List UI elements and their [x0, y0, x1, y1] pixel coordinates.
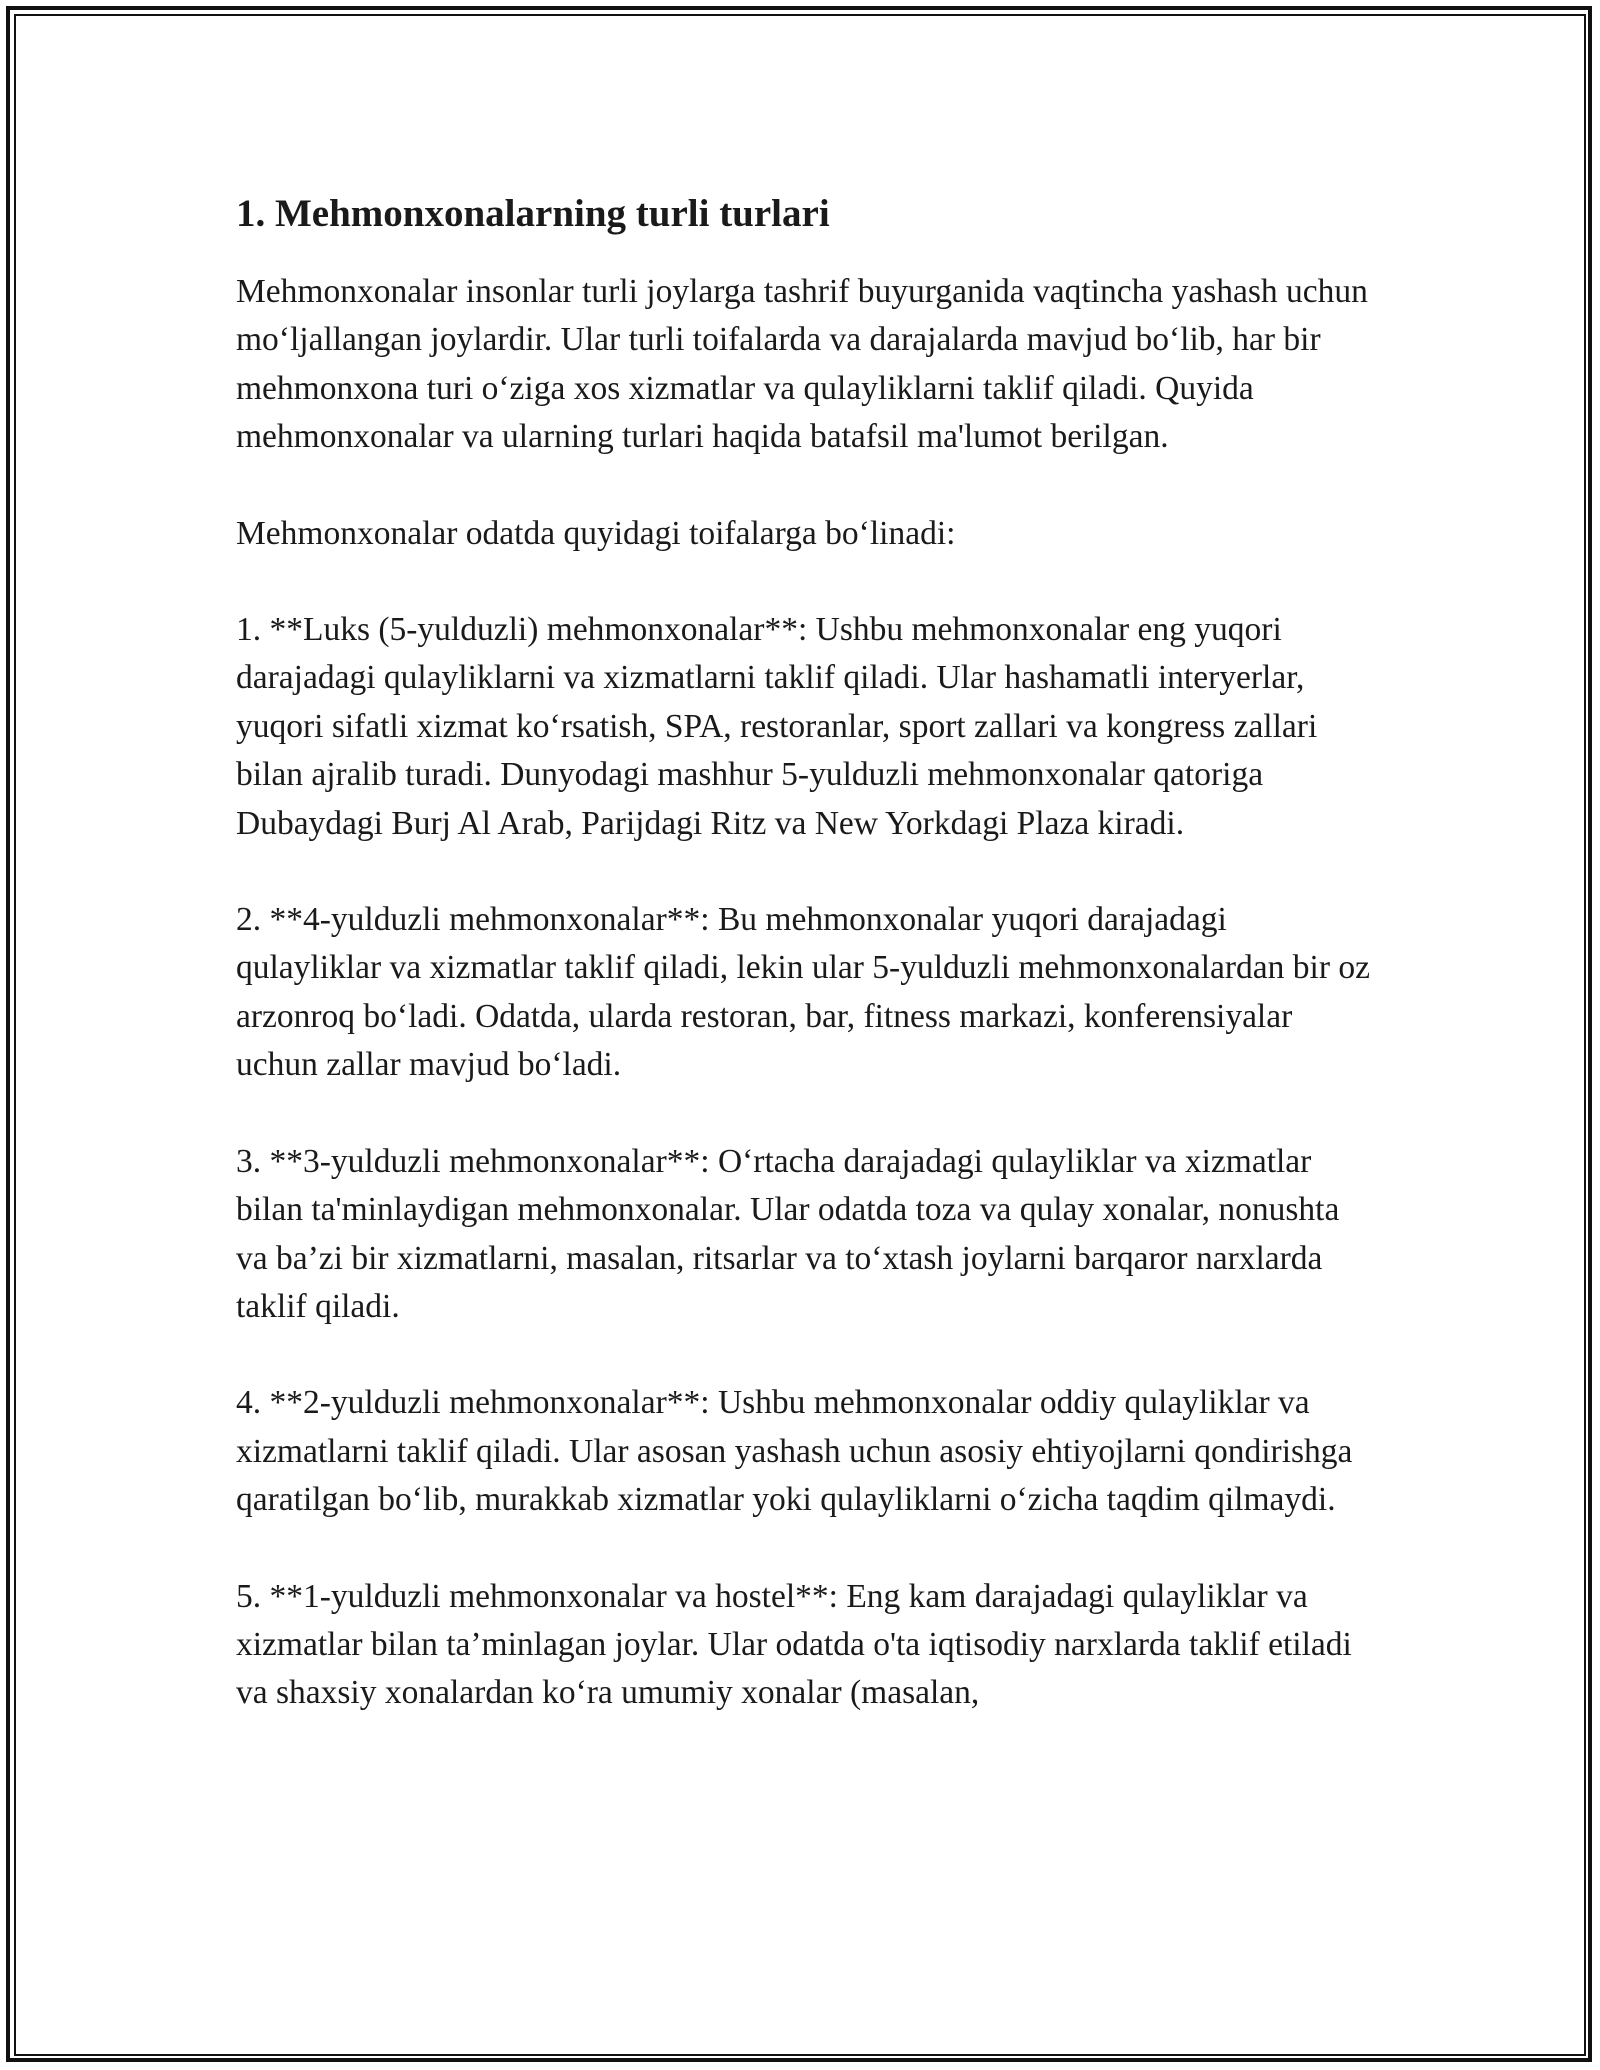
section-heading: 1. Mehmonxonalarning turli turlari	[236, 192, 830, 235]
list-item-3-star: 3. **3-yulduzli mehmonxonalar**: O‘rtacha darajadagi qulayliklar va xizmatlar bilan ta'minlaydigan mehmonxonalar. Ular odatda toza va qulay xonalar, nonushta va ba’zi bir xizmatlarni, masalan, ritsarlar va to‘xtash joylarni barqaror narxlarda taklif qiladi.	[236, 1142, 1340, 1325]
list-item-4-star: 2. **4-yulduzli mehmonxonalar**: Bu mehmonxonalar yuqori darajadagi qulayliklar va xizmatlar taklif qiladi, lekin ular 5-yulduzli mehmonxonalardan bir oz arzonroq bo‘ladi. Odatda, ularda restoran, bar, fitness markazi, konferensiyalar uchun zallar mavjud bo‘ladi.	[236, 901, 1370, 1084]
intro-paragraph: Mehmonxonalar insonlar turli joylarga tashrif buyurganida vaqtincha yashash uchun mo‘ljallangan joylardir. Ular turli toifalarda va darajalarda mavjud bo‘lib, har bir mehmonxona turi o‘ziga xos xizmatlar va qulayliklarni taklif qiladi. Quyida mehmonxonalar va ularning turlari haqida batafsil ma'lumot berilgan.	[236, 273, 1368, 456]
list-item-1-star: 5. **1-yulduzli mehmonxonalar va hostel**: Eng kam darajadagi qulayliklar va xizmatlar bilan ta’minlagan joylar. Ular odatda o'ta iqtisodiy narxlarda taklif etiladi va shaxsiy xonalardan ko‘ra umumiy xonalar (masalan,	[236, 1577, 1352, 1712]
categories-lead-paragraph: Mehmonxonalar odatda quyidagi toifalarga bo‘linadi:	[236, 514, 956, 552]
list-item-2-star: 4. **2-yulduzli mehmonxonalar**: Ushbu mehmonxonalar oddiy qulayliklar va xizmatlarni taklif qiladi. Ular asosan yashash uchun asosiy ehtiyojlarni qondirishga qaratilgan bo‘lib, murakkab xizmatlar yoki qulayliklarni o‘zicha taqdim qilmaydi.	[236, 1384, 1353, 1519]
list-item-5-star: 1. **Luks (5-yulduzli) mehmonxonalar**: Ushbu mehmonxonalar eng yuqori darajadagi qulayliklarni va xizmatlarni taklif qiladi. Ular hashamatli interyerlar, yuqori sifatli xizmat ko‘rsatish, SPA, restoranlar, sport zallari va kongress zallari bilan ajralib turadi. Dunyodagi mashhur 5-yulduzli mehmonxonalar qatoriga Dubaydagi Burj Al Arab, Parijdagi Ritz va New Yorkdagi Plaza kiradi.	[236, 611, 1318, 842]
document-body	[236, 186, 1376, 1766]
